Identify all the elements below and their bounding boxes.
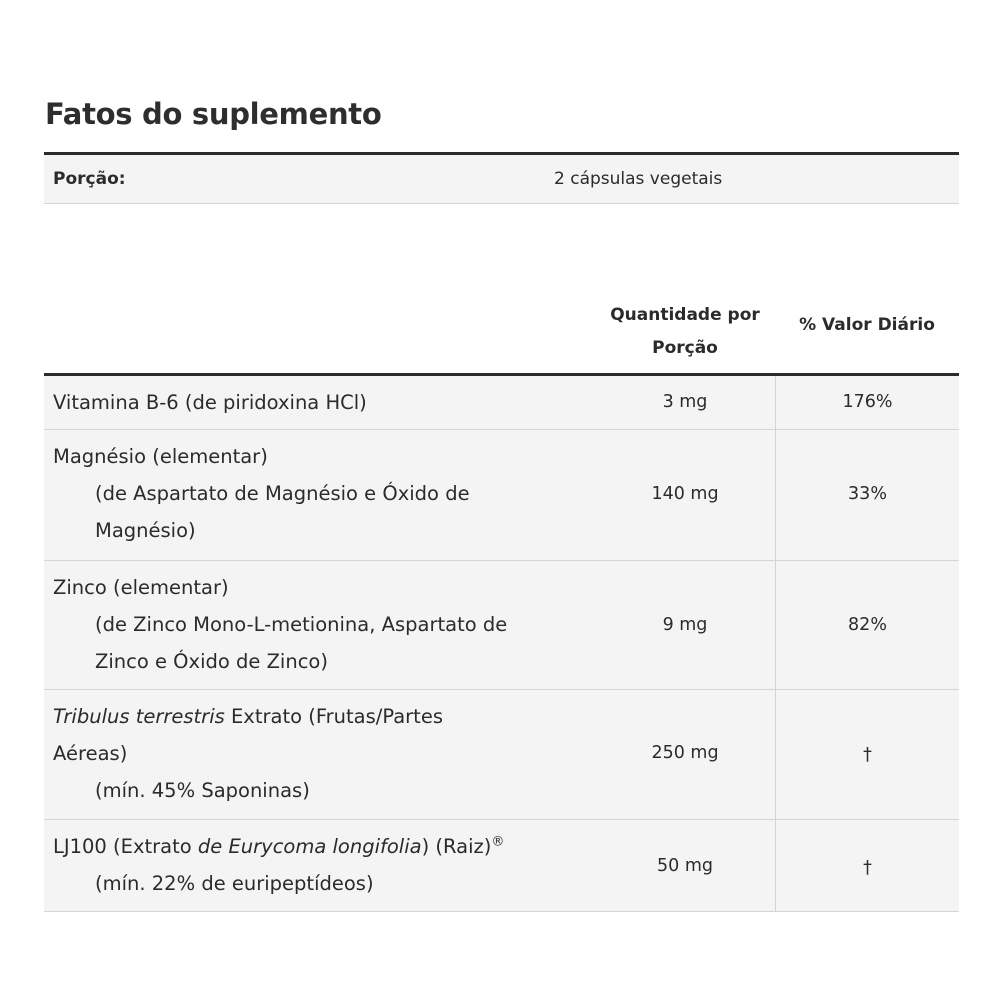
dagger-icon: † <box>863 858 872 878</box>
serving-row <box>44 152 959 204</box>
nutrient-name <box>53 698 573 809</box>
nutrient-amount: 250 mg <box>651 743 719 763</box>
nutrient-name-line <box>53 828 573 865</box>
nutrient-source-line: Zinco e Óxido de Zinco) <box>95 650 328 673</box>
amount-column-header <box>595 299 775 365</box>
registered-mark: ® <box>491 834 505 850</box>
page-title: Fatos do suplemento <box>45 97 382 131</box>
botanical-name: de Eurycoma longifolia <box>197 835 422 858</box>
serving-label: Porção: <box>53 169 126 189</box>
nutrient-name <box>53 438 573 549</box>
amount-header-line1: Quantidade por <box>610 305 760 325</box>
nutrient-amount: 140 mg <box>651 484 719 504</box>
nutrient-table <box>44 376 959 912</box>
nutrient-source-line: (mín. 45% Saponinas) <box>95 779 310 802</box>
daily-value-column-header: % Valor Diário <box>799 315 935 335</box>
nutrient-name-part: ) (Raiz) <box>421 835 492 858</box>
nutrient-name <box>53 828 573 902</box>
nutrient-source-line: Magnésio) <box>95 519 196 542</box>
amount-header-line2: Porção <box>652 338 718 358</box>
botanical-name: Tribulus terrestris <box>53 705 225 728</box>
nutrient-name-rest: Extrato (Frutas/Partes <box>224 705 443 728</box>
nutrient-name-line: Vitamina B-6 (de piridoxina HCl) <box>53 391 367 414</box>
nutrient-name <box>53 569 573 680</box>
nutrient-name-part: LJ100 (Extrato <box>53 835 198 858</box>
table-row <box>44 430 959 561</box>
table-row <box>44 820 959 912</box>
nutrient-amount: 3 mg <box>662 392 708 412</box>
table-row <box>44 376 959 430</box>
nutrient-name-line: Magnésio (elementar) <box>53 445 268 468</box>
nutrient-source-line: (mín. 22% de euripeptídeos) <box>95 872 374 895</box>
table-row <box>44 561 959 690</box>
nutrient-source-line: (de Zinco Mono-L-metionina, Aspartato de <box>95 613 508 636</box>
table-row <box>44 690 959 820</box>
nutrient-name-line: Zinco (elementar) <box>53 576 229 599</box>
nutrient-daily-value: 33% <box>848 484 887 504</box>
nutrient-name <box>53 384 573 421</box>
nutrient-source-line: (de Aspartato de Magnésio e Óxido de <box>95 482 470 505</box>
nutrient-daily-value: 176% <box>842 392 893 412</box>
table-header <box>44 290 959 376</box>
nutrient-amount: 50 mg <box>657 856 713 876</box>
nutrient-amount: 9 mg <box>662 615 708 635</box>
nutrient-name-line: Aéreas) <box>53 742 128 765</box>
dagger-icon: † <box>863 745 872 765</box>
serving-value: 2 cápsulas vegetais <box>554 169 723 189</box>
nutrient-daily-value: 82% <box>848 615 887 635</box>
nutrient-name-line <box>53 698 573 735</box>
